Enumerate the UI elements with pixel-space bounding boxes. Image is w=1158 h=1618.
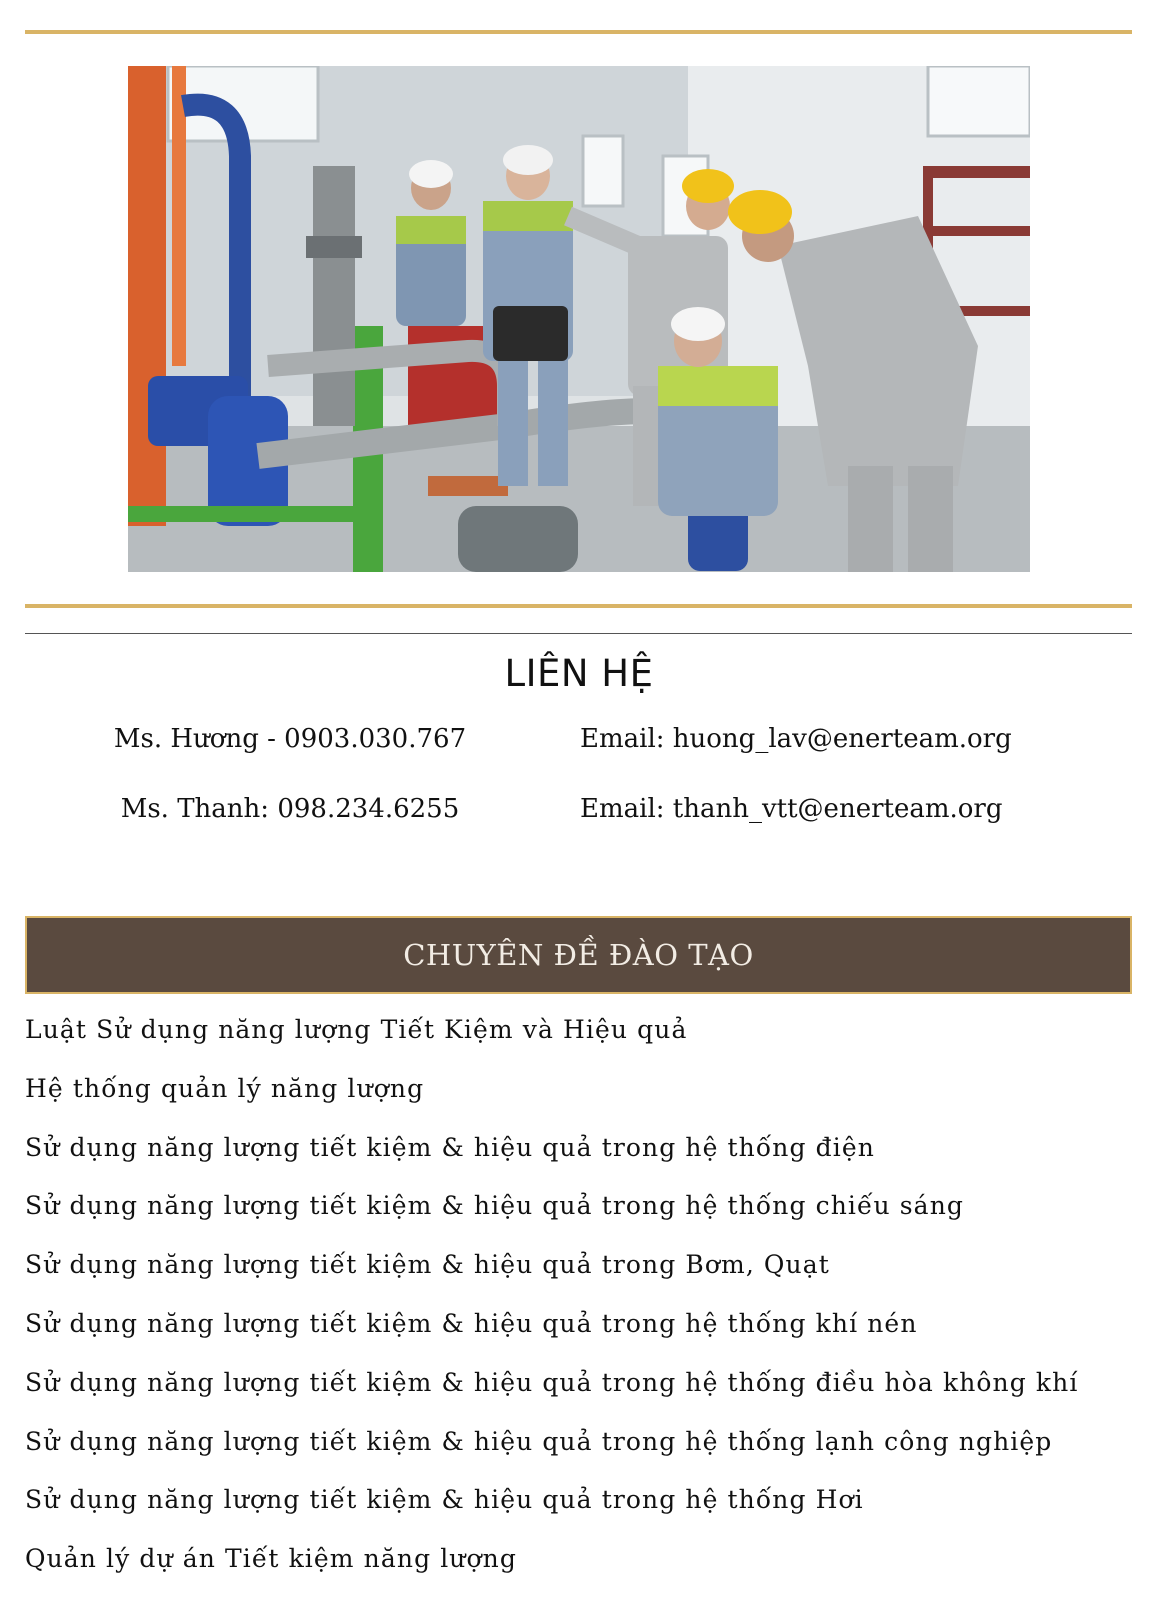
list-item: Sử dụng năng lượng tiết kiệm & hiệu quả trong hệ thống điều hòa không khí bbox=[25, 1367, 1079, 1397]
contact-row bbox=[0, 724, 1158, 764]
list-item: Sử dụng năng lượng tiết kiệm & hiệu quả trong hệ thống lạnh công nghiệp bbox=[25, 1426, 1053, 1456]
list-item: Quản lý dự án Tiết kiệm năng lượng bbox=[25, 1544, 517, 1574]
industrial-inspection-photo bbox=[128, 66, 1030, 572]
list-item: Sử dụng năng lượng tiết kiệm & hiệu quả trong hệ thống chiếu sáng bbox=[25, 1191, 964, 1221]
contact-email[interactable]: Email: huong_lav@enerteam.org bbox=[580, 724, 1012, 754]
contact-title: LIÊN HỆ bbox=[504, 652, 654, 695]
training-topics-list bbox=[25, 1015, 1078, 1603]
contact-person-phone: Ms. Hương - 0903.030.767 bbox=[113, 724, 467, 754]
contact-row bbox=[0, 794, 1158, 834]
top-gold-divider bbox=[25, 30, 1132, 34]
contact-email[interactable]: Email: thanh_vtt@enerteam.org bbox=[580, 794, 1003, 824]
list-item: Sử dụng năng lượng tiết kiệm & hiệu quả trong Bơm, Quạt bbox=[25, 1250, 830, 1280]
contact-divider bbox=[25, 633, 1132, 634]
bottom-gold-divider bbox=[25, 604, 1132, 608]
list-item: Sử dụng năng lượng tiết kiệm & hiệu quả trong hệ thống điện bbox=[25, 1132, 875, 1162]
list-item: Luật Sử dụng năng lượng Tiết Kiệm và Hiệu quả bbox=[25, 1015, 688, 1044]
list-item: Hệ thống quản lý năng lượng bbox=[25, 1073, 425, 1103]
contact-person-phone: Ms. Thanh: 098.234.6255 bbox=[120, 794, 460, 824]
list-item: Sử dụng năng lượng tiết kiệm & hiệu quả trong hệ thống Hơi bbox=[25, 1485, 864, 1515]
list-item: Sử dụng năng lượng tiết kiệm & hiệu quả trong hệ thống khí nén bbox=[25, 1308, 918, 1338]
section-title: CHUYÊN ĐỀ ĐÀO TẠO bbox=[403, 938, 754, 972]
training-topics-banner bbox=[25, 916, 1132, 994]
